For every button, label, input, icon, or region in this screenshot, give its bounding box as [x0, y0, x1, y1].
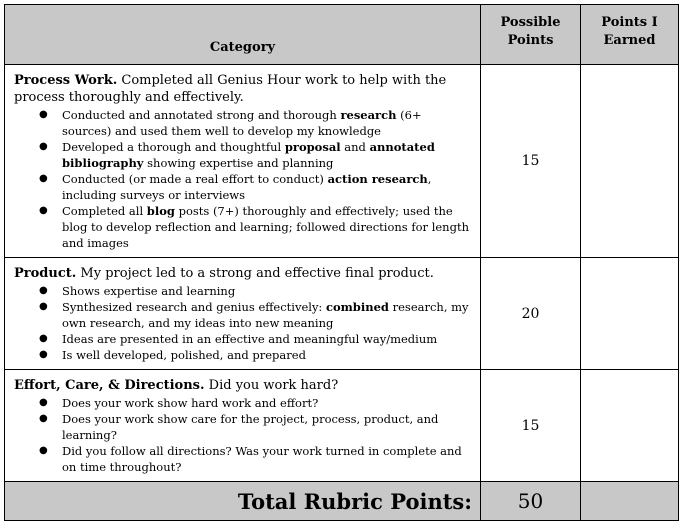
- bullet-icon: ●: [39, 141, 48, 152]
- possible-points-header: [481, 5, 581, 65]
- criteria-list: [14, 395, 472, 475]
- bullet-icon: ●: [39, 349, 48, 360]
- criterion-item: [39, 347, 472, 363]
- criterion-keyword: blog: [146, 204, 175, 218]
- criteria-list: [14, 283, 472, 363]
- criterion-item: [39, 203, 472, 251]
- points-earned-header-line2: Earned: [603, 33, 656, 48]
- criterion-item: [39, 139, 472, 171]
- possible-points-value: 20: [521, 305, 540, 322]
- criterion-text: research, my own research, and my ideas into new meaning: [62, 300, 469, 330]
- criterion-text: , including surveys or interviews: [62, 172, 432, 202]
- rubric-row-effort: [5, 370, 679, 482]
- criterion-keyword: proposal: [284, 140, 341, 154]
- possible-points-cell: [481, 65, 581, 258]
- bullet-icon: ●: [39, 285, 48, 296]
- criterion-keyword: combined: [325, 300, 389, 314]
- possible-points-header-line1: Possible: [500, 15, 561, 30]
- criterion-text: Conducted (or made a real effort to conduct): [62, 172, 328, 186]
- bullet-icon: ●: [39, 413, 48, 424]
- category-cell: [5, 65, 481, 258]
- criterion-text: Synthesized research and genius effectively:: [62, 300, 326, 314]
- total-label: Total Rubric Points:: [237, 488, 472, 514]
- criterion-item: [39, 299, 472, 331]
- criteria-list: [14, 107, 472, 251]
- criterion-text: Does your work show care for the project, process, product, and learning?: [62, 412, 439, 442]
- points-earned-cell[interactable]: [581, 258, 679, 370]
- criterion-keyword: action research: [327, 172, 428, 186]
- bullet-icon: ●: [39, 301, 48, 312]
- total-value: 50: [517, 489, 544, 513]
- category-cell: [5, 258, 481, 370]
- criterion-text: Conducted and annotated strong and thorough: [62, 108, 341, 122]
- category-title: Product.: [14, 266, 77, 281]
- criterion-text: posts (7+) thoroughly and effectively; used the blog to develop reflection and learning; followed directions for length and images: [62, 204, 469, 250]
- category-cell: [5, 370, 481, 482]
- points-earned-cell[interactable]: [581, 65, 679, 258]
- criterion-item: [39, 107, 472, 139]
- category-header: [5, 5, 481, 65]
- bullet-icon: ●: [39, 397, 48, 408]
- criterion-text: Ideas are presented in an effective and meaningful way/medium: [62, 332, 438, 346]
- criterion-item: [39, 395, 472, 411]
- header-row: [5, 5, 679, 65]
- criterion-text: Developed a thorough and thoughtful: [62, 140, 285, 154]
- criterion-item: [39, 331, 472, 347]
- category-description: [14, 377, 472, 394]
- category-intro: My project led to a strong and effective final product.: [76, 266, 434, 281]
- points-earned-header: [581, 5, 679, 65]
- total-value-cell: [481, 482, 581, 521]
- criterion-text: Does your work show hard work and effort?: [62, 396, 319, 410]
- bullet-icon: ●: [39, 173, 48, 184]
- bullet-icon: ●: [39, 445, 48, 456]
- total-label-cell: [5, 482, 481, 521]
- criterion-item: [39, 443, 472, 475]
- criterion-text: Did you follow all directions? Was your work turned in complete and on time throughout?: [62, 444, 462, 474]
- category-title: Effort, Care, & Directions.: [14, 378, 205, 393]
- criterion-keyword: research: [340, 108, 397, 122]
- possible-points-cell: [481, 258, 581, 370]
- points-earned-cell[interactable]: [581, 370, 679, 482]
- criterion-text: Completed all: [62, 204, 147, 218]
- total-earned-cell[interactable]: [581, 482, 679, 521]
- category-header-label: Category: [209, 40, 276, 55]
- category-description: [14, 72, 472, 106]
- possible-points-value: 15: [521, 153, 540, 169]
- category-description: [14, 265, 472, 282]
- criterion-text: showing expertise and planning: [143, 156, 334, 170]
- rubric-row-product: [5, 258, 679, 370]
- criterion-text: Shows expertise and learning: [62, 284, 236, 298]
- total-row: [5, 482, 679, 521]
- possible-points-cell: [481, 370, 581, 482]
- criterion-item: [39, 411, 472, 443]
- rubric-table: [4, 4, 679, 521]
- bullet-icon: ●: [39, 333, 48, 344]
- possible-points-header-line2: Points: [507, 33, 554, 48]
- criterion-item: [39, 171, 472, 203]
- category-intro: Did you work hard?: [204, 378, 339, 393]
- criterion-text: (6+ sources) and used them well to develop my knowledge: [62, 108, 422, 138]
- criterion-text: and: [340, 140, 370, 154]
- rubric-row-process-work: [5, 65, 679, 258]
- possible-points-value: 15: [521, 417, 540, 434]
- criterion-keyword: annotated bibliography: [62, 140, 435, 170]
- bullet-icon: ●: [39, 205, 48, 216]
- points-earned-header-line1: Points I: [601, 15, 658, 30]
- bullet-icon: ●: [39, 109, 48, 120]
- category-intro: Completed all Genius Hour work to help with the process thoroughly and effectively.: [14, 73, 447, 105]
- criterion-text: Is well developed, polished, and prepared: [62, 348, 306, 362]
- category-title: Process Work.: [14, 73, 118, 88]
- criterion-item: [39, 283, 472, 299]
